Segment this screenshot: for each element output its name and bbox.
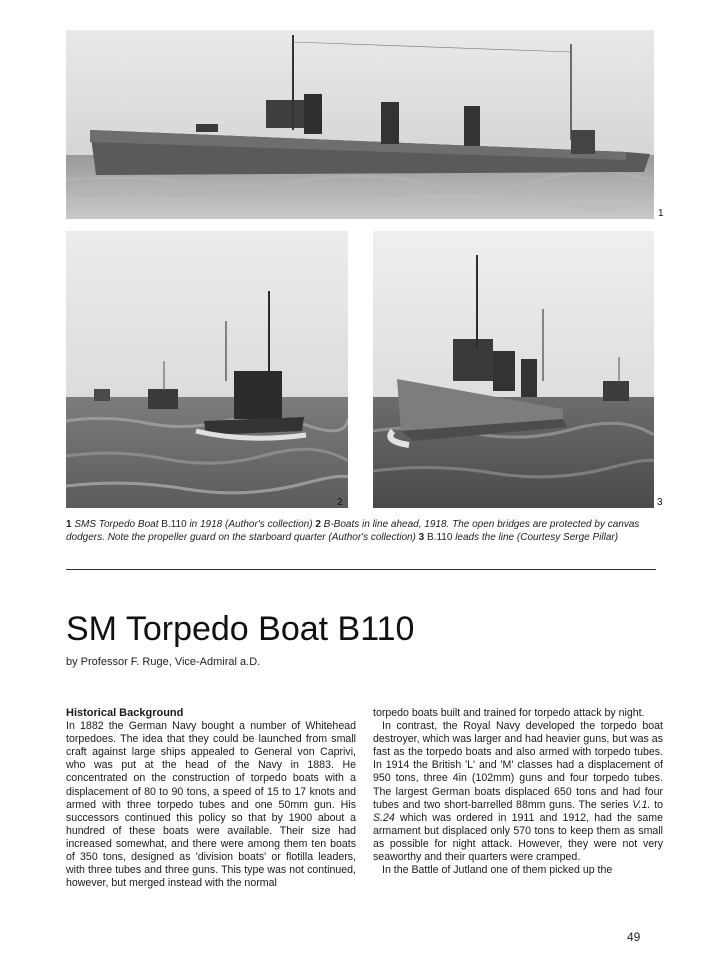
photo-torpedo-boat-b110-1918 bbox=[66, 30, 654, 219]
article-column-right bbox=[373, 707, 663, 877]
article-title: SM Torpedo Boat B110 bbox=[66, 610, 415, 648]
caption-2-credit: (Author's collection) bbox=[328, 531, 416, 543]
paragraph-royal-navy bbox=[373, 720, 663, 864]
series-to: to bbox=[654, 798, 663, 811]
article-column-left bbox=[66, 707, 356, 890]
series-v1: V.1. bbox=[632, 798, 651, 811]
caption-3-number: 3 bbox=[418, 531, 425, 543]
caption-1-text: SMS Torpedo Boat bbox=[74, 519, 159, 530]
photo-b110-leads-line bbox=[373, 231, 654, 508]
photo-b-boats-line-ahead bbox=[66, 231, 348, 508]
caption-3-text: leads the line bbox=[455, 531, 515, 543]
caption-3-credit: (Courtesy Serge Pillar) bbox=[516, 531, 619, 543]
caption-2-number: 2 bbox=[315, 519, 321, 530]
caption-1-credit: (Author's collection) bbox=[225, 519, 313, 530]
paragraph-historical-1: In 1882 the German Navy bought a number of Whitehead torpedoes. The idea that they could be launched from small craft against large ships appealed to General von Caprivi, who was put at the head of the Navy in 1883. He concentrated on the construction of torpedo boats with a displacement of 80 to 90 tons, a speed of 15 to 17 knots and armed with three torpedo tubes and one 50mm gun. His successors continued this policy so that by 1900 about a hundred of these boats were available. Their size had increased somewhat, and there were among them ten boats of 350 tons, designed as 'division boats' or flotilla leaders, with three tubes and three guns. This type was not continued, however, but merged instead with the normal bbox=[66, 720, 356, 890]
ship-photo-3-illustration bbox=[373, 231, 654, 508]
caption-divider bbox=[66, 569, 656, 570]
caption-1-year: in 1918 bbox=[189, 519, 223, 530]
article-byline: by Professor F. Ruge, Vice-Admiral a.D. bbox=[66, 656, 261, 668]
section-heading: Historical Background bbox=[66, 707, 184, 719]
plate-number-1: 1 bbox=[658, 208, 664, 219]
caption-1-number: 1 bbox=[66, 519, 72, 530]
paragraph-royal-navy-a: In contrast, the Royal Navy developed the torpedo boat destroyer, which was larger and had heavier guns, but was as fast as the torpedo boats and also armed with torpedo tubes. In 1914 the British 'L' and 'M' classes had a displacement of 950 tons, three 4in (102mm) guns and four torpedo tubes. The largest German boats displaced 650 tons and had four tubes and two short-barrelled 88mm guns. The series bbox=[373, 720, 663, 811]
caption-3-boat: B.110 bbox=[427, 531, 453, 543]
paragraph-royal-navy-b: which was ordered in 1911 and 1912, had the same armament but displaced only 570 tons to keep them as small as possible for night attack. However, they were not very seaworthy and their quarters were cramped. bbox=[373, 811, 663, 864]
ship-photo-1-illustration bbox=[66, 30, 654, 219]
series-s24: S.24 bbox=[373, 811, 395, 824]
page-number: 49 bbox=[627, 930, 641, 944]
caption-2-text: B-Boats in line ahead, 1918. The open bridges are protected by canvas dodgers. Note the propeller guard on the starboard quarter bbox=[66, 519, 640, 543]
paragraph-continued: torpedo boats built and trained for torpedo attack by night. bbox=[373, 707, 645, 719]
caption-1-boat: B.110 bbox=[161, 519, 187, 530]
plate-number-3: 3 bbox=[657, 497, 663, 508]
ship-photo-2-illustration bbox=[66, 231, 348, 508]
paragraph-jutland: In the Battle of Jutland one of them picked up the bbox=[382, 864, 613, 877]
photo-captions bbox=[66, 519, 656, 544]
plate-number-2: 2 bbox=[337, 497, 343, 508]
